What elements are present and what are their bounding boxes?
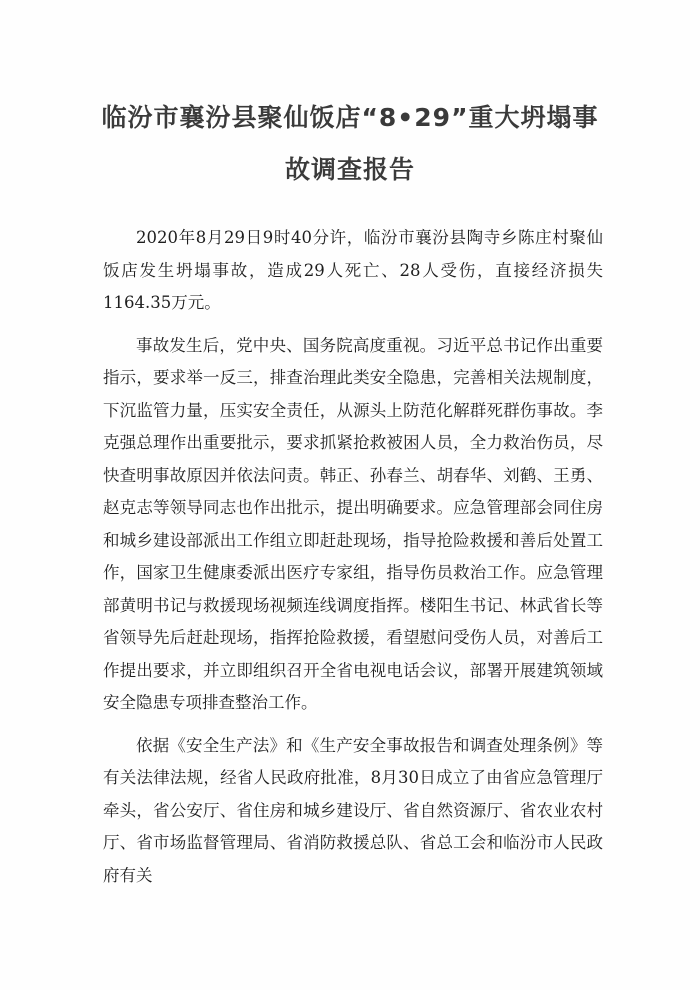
document-body — [103, 222, 603, 902]
document-title-line-1: 临汾市襄汾县聚仙饭店“8•29”重大坍塌事 — [101, 103, 599, 132]
paragraph-accident-summary: 2020年8月29日9时40分许，临汾市襄汾县陶寺乡陈庄村聚仙饭店发生坍塌事故，造成29人死亡、28人受伤，直接经济损失1164.35万元。 — [103, 228, 603, 312]
paragraph-investigation: 依据《安全生产法》和《生产安全事故报告和调查处理条例》等有关法律法规，经省人民政府批准，8月30日成立了由省应急管理厅牵头，省公安厅、省住房和城乡建设厅、省自然资源厅、省农业农村厅、省市场监督管理局、省消防救援总队、省总工会和临汾市人民政府有关 — [103, 735, 603, 885]
document-title-line-2: 故调查报告 — [284, 155, 415, 184]
paragraph-response: 事故发生后，党中央、国务院高度重视。习近平总书记作出重要指示，要求举一反三，排查治理此类安全隐患，完善相关法规制度，下沉监管力量，压实安全责任，从源头上防范化解群死群伤事故。李克强总理作出重要批示，要求抓紧抢救被困人员，全力救治伤员，尽快查明事故原因并依法问责。韩正、孙春兰、胡春华、刘鹤、王勇、赵克志等领导同志也作出批示，提出明确要求。应急管理部会同住房和城乡建设部派出工作组立即赶赴现场，指导抢险救援和善后处置工作，国家卫生健康委派出医疗专家组，指导伤员救治工作。应急管理部黄明书记与救援现场视频连线调度指挥。楼阳生书记、林武省长等省领导先后赶赴现场，指挥抢险救援，看望慰问受伤人员，对善后工作提出要求，并立即组织召开全省电视电话会议，部署开展建筑领域安全隐患专项排查整治工作。 — [103, 335, 603, 712]
